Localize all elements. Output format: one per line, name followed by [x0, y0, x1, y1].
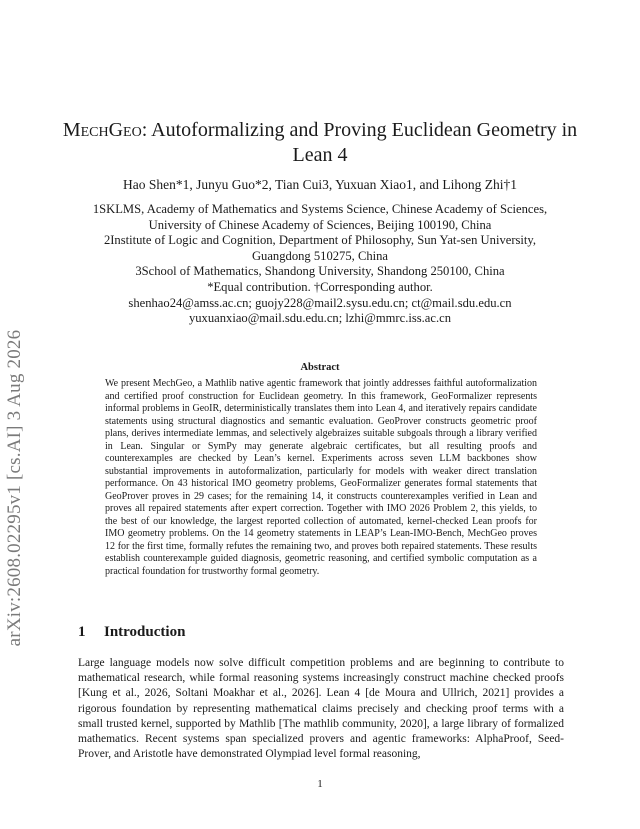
arxiv-identifier: arXiv:2608.02295v1 [cs.AI] 3 Aug 2026	[4, 329, 25, 647]
section-number: 1	[78, 624, 86, 640]
email-line: shenhao24@amss.ac.cn; guojy228@mail2.sysu.edu.cn; ct@mail.sdu.edu.cn	[128, 295, 512, 310]
title-line-1: : Autoformalizing and Proving Euclidean Geometry in	[141, 119, 578, 141]
affiliation-line: 1SKLMS, Academy of Mathematics and Systems Science, Chinese Academy of Sciences,	[92, 202, 548, 216]
affiliation-line: 2Institute of Logic and Cognition, Department of Philosophy, Sun Yat-sen University,	[103, 233, 537, 248]
abstract-heading: Abstract	[300, 362, 340, 373]
arxiv-sidebar-stamp	[4, 318, 26, 658]
contribution-note: *Equal contribution. †Corresponding author.	[207, 279, 433, 294]
section-title: Introduction	[104, 624, 186, 640]
affiliation-line: 3School of Mathematics, Shandong University, Shandong 250100, China	[135, 264, 505, 279]
section-heading	[78, 624, 185, 641]
system-name: MechGeo	[62, 119, 142, 141]
paper-title	[60, 118, 580, 168]
email-line: yuxuanxiao@mail.sdu.edu.cn; lzhi@mmrc.iss.ac.cn	[188, 311, 452, 326]
title-line-2: Lean 4	[292, 144, 348, 166]
affiliation-line: Guangdong 510275, China	[251, 248, 389, 263]
introduction-paragraph: Large language models now solve difficult competition problems and are beginning to contribute to mathematical research, while formal reasoning systems increasingly construct machine checked proofs [Kung et al., 2026, Soltani Moakhar et al., 2026]. Lean 4 [de Moura and Ullrich, 2021] provides a rigorous foundation by representing mathematical claims precisely and checking proof terms with a small trusted kernel, supported by Mathlib [The mathlib community, 2020], a large library of formalized mathematics. Recent systems span specialized provers and agentic frameworks: AlphaProof, Seed-Prover, and Aristotle have demonstrated Olympiad level formal reasoning,	[78, 657, 564, 761]
affiliations	[60, 202, 580, 327]
author-list: Hao Shen*1, Junyu Guo*2, Tian Cui3, Yuxuan Xiao1, and Lihong Zhi†1	[123, 177, 517, 192]
abstract-text: We present MechGeo, a Mathlib native agentic framework that jointly addresses faithful autoformalization and certified proof construction for Euclidean geometry. In this framework, GeoFormalizer represents informal problems in GeoIR, deterministically translates them into Lean 4, and iteratively repairs candidate statements using structural diagnostics and semantic evaluation. GeoProver constructs geometric proof plans, derives intermediate lemmas, and selectively algebraizes suitable subgoals through a library verified in Lean. Singular or SymPy may generate algebraic certificates, but all resulting proofs and counterexamples are checked by Lean’s kernel. Experiments across seven LLM backbones show substantial improvements in autoformalization, particularly for models with weaker direct translation performance. On 43 historical IMO geometry problems, GeoFormalizer generates formal statements that GeoProver proves in 29 cases; for the remaining 14, it constructs counterexamples verified in Lean and proves all repaired statements after expert correction. Together with IMO 2026 Problem 2, this yields, to the best of our knowledge, the largest reported collection of automated, kernel-checked Lean proofs for IMO geometry problems. On the 14 geometry statements in LEAP’s Lean-IMO-Bench, MechGeo proves 12 for the first time, formally refutes the remaining two, and proves both repaired statements. These results establish counterexample guided diagnosis, geometric reasoning, and certified symbolic computation as a practical foundation for trustworthy formal geometry.	[105, 378, 537, 577]
page-number: 1	[317, 778, 323, 790]
affiliation-line: University of Chinese Academy of Sciences, Beijing 100190, China	[148, 217, 492, 232]
